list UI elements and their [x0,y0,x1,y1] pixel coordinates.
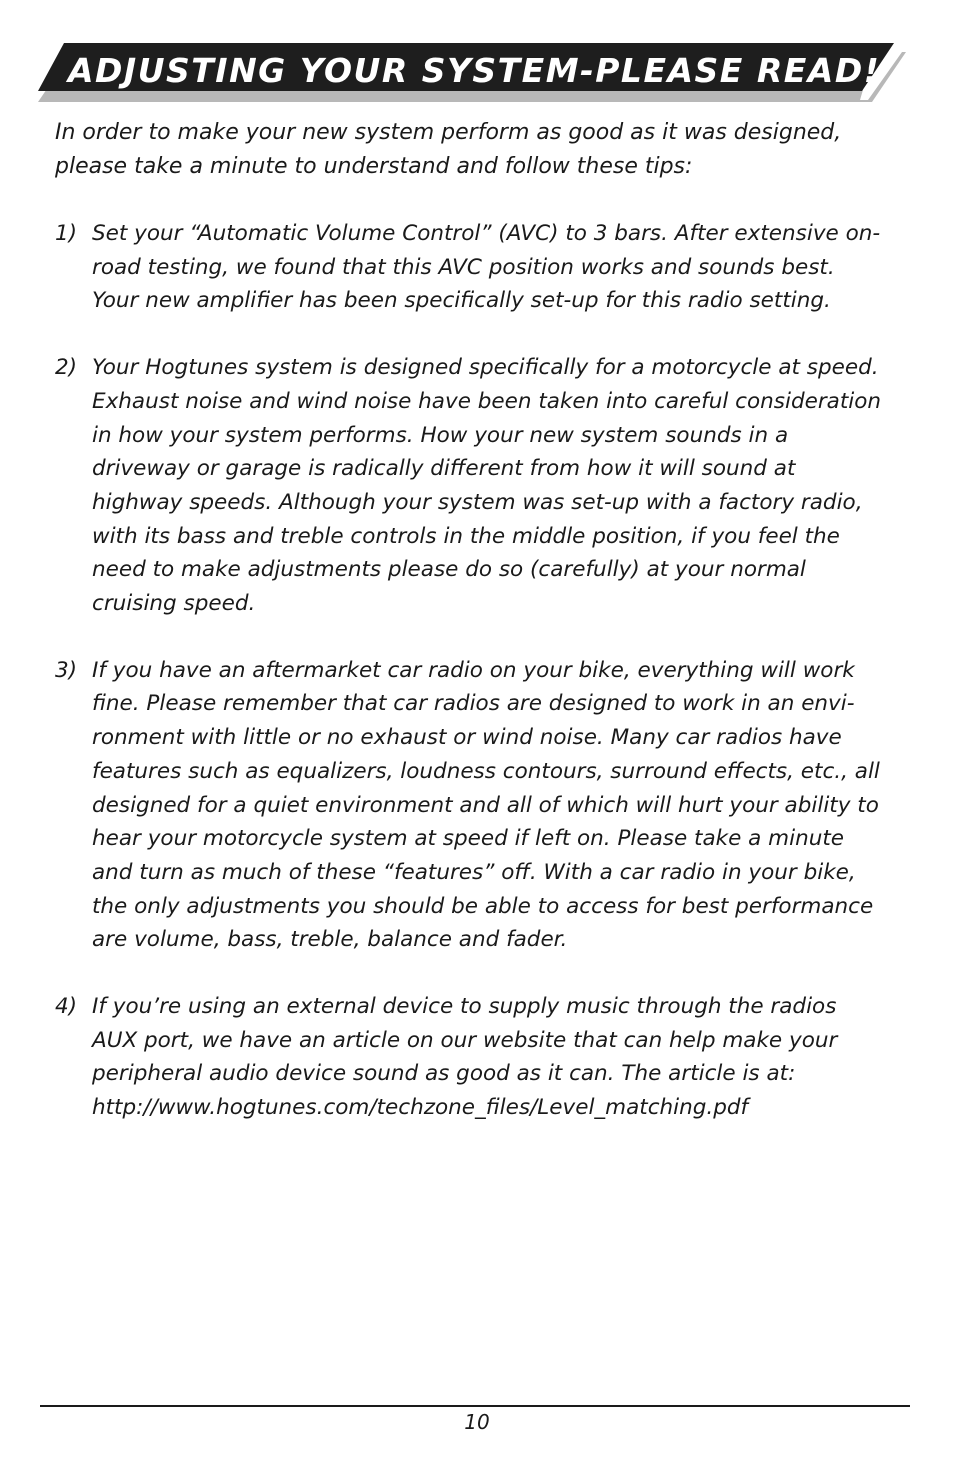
page-number: 10 [464,1410,490,1434]
page-title: ADJUSTING YOUR SYSTEM-PLEASE READ! [68,51,881,90]
tip-number: 4) [55,994,78,1020]
tip-text: Your Hogtunes system is designed specifically for a motorcycle at speed. Exhaust noise and wind noise have been taken into careful consideration in how your system performs. How your new system sounds in a driveway or garage is radically different from how it will sound at highway speeds. Although your system was set-up with a factory radio, with its bass and treble controls in the middle position, if you feel the need to make adjustments please do so (carefully) at your normal cruising speed. [92,355,882,617]
tip-text: Set your “Automatic Volume Control” (AVC) to 3 bars. After extensive on-road testing, we found that this AVC position works and sounds best. Your new amplifier has been specifically set-up for this radio setting. [92,221,881,314]
tips-list [55,217,885,1158]
intro-paragraph: In order to make your new system perform as good as it was designed, please take a minute to understand and follow these tips: [55,120,842,179]
title-banner [38,40,906,102]
tip-text: If you’re using an external device to supply music through the radios AUX port, we have an article on our website that can help make your peripheral audio device sound as good as it can. The article is at: http://www.hogtunes.com/techzone_files/Level_matching.pdf [92,994,838,1121]
footer-divider [40,1405,910,1407]
tip-number: 2) [55,355,78,381]
tip-item [55,990,885,1125]
tip-number: 1) [55,221,78,246]
tip-item [55,351,885,621]
tip-item [55,654,885,957]
tip-number: 3) [55,657,78,683]
tip-item [55,217,885,318]
tip-text: If you have an aftermarket car radio on your bike, everything will work fine. Please remember that car radios are designed to work in an envi-ronment with little or no exhaust or wind noise. Many car radios have features such as equalizers, loudness contours, surround effects, etc., all designed for a quiet environment and all of which will hurt your ability to hear your motorcycle system at speed if left on. Please take a minute and turn as much of these “features” off. With a car radio in your bike, the only adjustments you should be able to access for best performance are volume, bass, treble, balance and fader. [92,657,880,953]
